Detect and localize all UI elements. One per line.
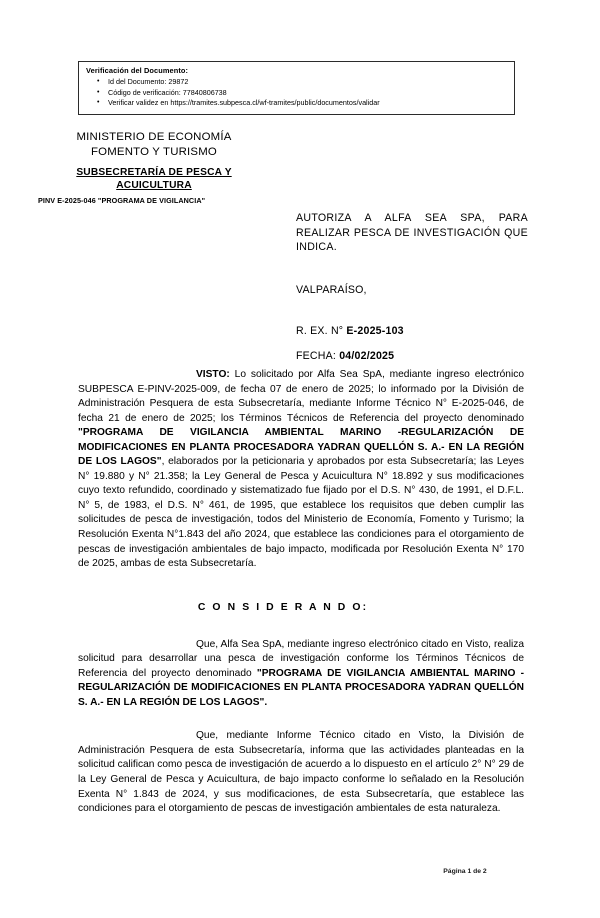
visto-label: VISTO: [196,369,230,380]
visto-text-2: , elaborados por la peticionaria y aprobados por esta Subsecretaría; las Leyes N° 19.880 y N° 21.358; la Ley General de Pesca y Acuicultura N° 18.892 y sus modificaciones cuyo texto refundido, coordinado y sistematizado fue fijado por el D.S. N° 430, de 1991, el D.F.L. N° 5, de 1983, el D.S. N° 461, de 1995, que establece los requisitos que deben cumplir las solicitudes de pesca de investigación, todos del Ministerio de Economía, Fomento y Turismo; la Resolución Exenta N°1.843 del año 2024, que establece las condiciones para el otorgamiento de pescas de investigación ambientales de bajo impacto, modificada por Resolución Exenta N° 170 de 2025, ambas de esta Subsecretaría. [78,456,524,570]
considerando-heading: C O N S I D E R A N D O: [197,601,369,613]
project-code-label: PINV E-2025-046 "PROGRAMA DE VIGILANCIA" [38,196,206,205]
paragraph-visto [78,368,524,572]
resolution-subject: AUTORIZA A ALFA SEA SPA, PARA REALIZAR PESCA DE INVESTIGACIÓN QUE INDICA. [296,212,528,254]
resolution-date-value: 04/02/2025 [339,350,395,363]
visto-text-1: Lo solicitado por Alfa Sea SpA, mediante ingreso electrónico SUBPESCA E-PINV-2025-009, de fecha 07 de enero de 2025; lo informado por la División de Administración Pesquera de esta Subsecretaría, mediante Informe Técnico N° E-2025-046, de fecha 21 de enero de 2025; los Términos Técnicos de Referencia del proyecto denominado [78,369,524,424]
spacer [78,710,524,729]
verification-title: Verificación del Documento: [86,66,189,75]
verification-item-code [97,87,509,99]
verification-item-id [97,77,509,88]
resolution-city: VALPARAÍSO, [296,283,367,296]
resolution-date-line [296,349,528,364]
resolution-title-block [296,211,528,364]
bullet-icon: • [97,88,100,96]
resolution-date-label: FECHA: [296,350,337,363]
visto-project-name: "PROGRAMA DE VIGILANCIA AMBIENTAL MARINO -REGULARIZACIÓN DE MODIFICACIONES EN PLANTA PROCESADORA YADRAN QUELLÓN S. A.- EN LA REGIÓN DE LOS LAGOS" [78,427,524,468]
bullet-icon: • [97,99,100,106]
letterhead [38,130,270,206]
considerando-1-text-1: Que, Alfa Sea SpA, mediante ingreso electrónico citado en Visto, realiza solicitud para desarrollar una pesca de investigación conforme los Términos Técnicos de Referencia del proyecto denominado [78,638,524,679]
ministry-line-1: MINISTERIO DE ECONOMÍA [76,131,232,143]
resolution-number-value: E-2025-103 [346,325,404,338]
verification-code: Código de verificación: 77840806738 [108,87,227,97]
paragraph-considerando-2 [78,729,524,816]
paragraph-considerando-1 [78,638,524,711]
considerando-2-text: Que, mediante Informe Técnico citado en Visto, la División de Administración Pesquera de esta Subsecretaría, informa que las actividades planteadas en la solicitud califican como pesca de investigación de acuerdo a lo dispuesto en el artículo 2° N° 29 de la Ley General de Pesca y Acuicultura, de bajo impacto conforme lo señalado en la Resolución Exenta N° 1.843 de 2024, y sus modificaciones, de esta Subsecretaría, que establece las condiciones para el otorgamiento de pescas de investigación ambientales de esta naturaleza. [78,730,524,815]
page-footer: Página 1 de 2 [443,868,487,875]
resolution-number-label: R. EX. N° [296,325,344,338]
subsecretaria-title: SUBSECRETARÍA DE PESCA Y ACUICULTURA [76,167,232,191]
bullet-icon: • [97,78,100,85]
verification-item-url [97,98,509,109]
verification-url: Verificar validez en https://tramites.subpesca.cl/wf-tramites/public/documentos/validar [108,98,380,107]
document-verification-box [78,61,515,115]
document-body [78,368,524,817]
spacer [78,613,524,638]
verification-list [86,77,509,109]
verification-document-id: Id del Documento: 29872 [108,77,189,86]
resolution-number-line [296,324,528,339]
considerando-1-project-name: "PROGRAMA DE VIGILANCIA AMBIENTAL MARINO -REGULARIZACIÓN DE MODIFICACIONES EN PLANTA PROCESADORA YADRAN QUELLÓN S. A.- EN LA REGIÓN DE LOS LAGOS". [78,667,524,708]
ministry-line-2: FOMENTO Y TURISMO [91,146,217,158]
